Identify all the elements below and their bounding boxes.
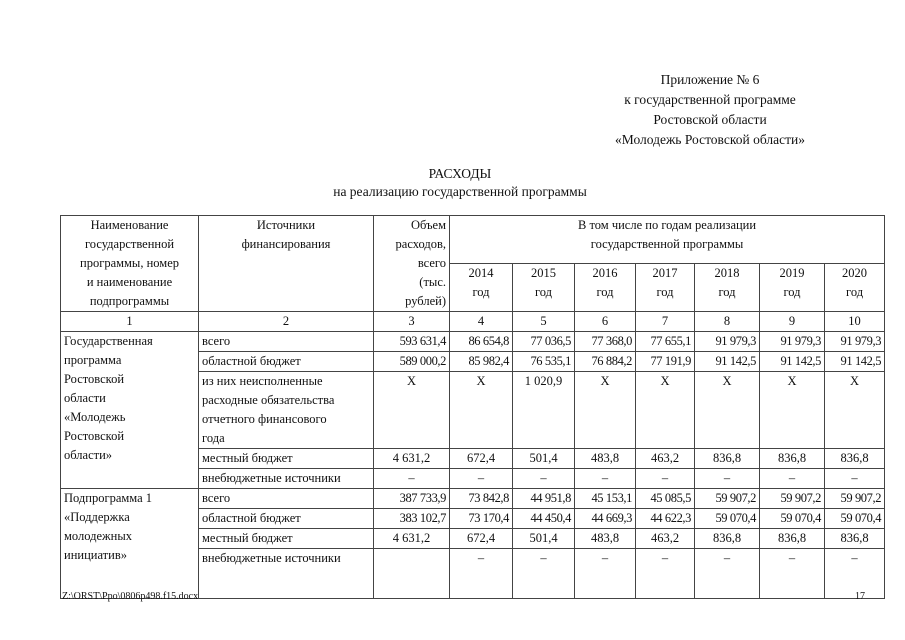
value-cell: 501,4	[513, 529, 575, 549]
value-cell: 91 979,3	[760, 332, 825, 352]
value-cell: –	[450, 549, 513, 599]
value-cell: 91 142,5	[760, 352, 825, 372]
expenses-table	[60, 215, 885, 599]
value-cell: –	[513, 549, 575, 599]
value-cell: –	[513, 469, 575, 489]
source-cell: областной бюджет	[199, 352, 374, 372]
value-cell: 91 142,5	[695, 352, 760, 372]
value-cell: 463,2	[636, 449, 695, 469]
value-cell: –	[695, 469, 760, 489]
value-cell: –	[825, 549, 885, 599]
header-year-2019: 2019 год	[760, 264, 825, 312]
value-cell: 1 020,9	[513, 372, 575, 449]
col-number: 2	[199, 312, 374, 332]
source-cell: внебюджетные источники	[199, 469, 374, 489]
value-cell: 589 000,2	[374, 352, 450, 372]
value-cell: 383 102,7	[374, 509, 450, 529]
subprogram-name-cell: Подпрограмма 1 «Поддержка молодежных инициатив»	[61, 489, 199, 599]
value-cell: 483,8	[575, 449, 636, 469]
value-cell: 59 070,4	[760, 509, 825, 529]
header-year-2017: 2017 год	[636, 264, 695, 312]
value-cell: –	[825, 469, 885, 489]
header-funding-sources: Источники финансирования	[199, 216, 374, 312]
header-row-1	[61, 216, 885, 264]
value-cell: Х	[374, 372, 450, 449]
source-cell: местный бюджет	[199, 449, 374, 469]
value-cell: 59 070,4	[695, 509, 760, 529]
value-cell: –	[374, 469, 450, 489]
value-cell: 44 622,3	[636, 509, 695, 529]
value-cell: 593 631,4	[374, 332, 450, 352]
footer-file-path: Z:\ORST\Ppo\0806p498.f15.docx	[62, 591, 199, 602]
value-cell: –	[636, 469, 695, 489]
header-year-2016: 2016 год	[575, 264, 636, 312]
value-cell: 836,8	[695, 449, 760, 469]
value-cell: –	[575, 549, 636, 599]
value-cell: 86 654,8	[450, 332, 513, 352]
header-program-name: Наименование государственной программы, номер и наименование подпрограммы	[61, 216, 199, 312]
source-cell: всего	[199, 489, 374, 509]
page-number: 17	[855, 591, 865, 602]
header-years-group: В том числе по годам реализации государственной программы	[450, 216, 885, 264]
header-year-2014: 2014 год	[450, 264, 513, 312]
header-year-2015: 2015 год	[513, 264, 575, 312]
col-number: 4	[450, 312, 513, 332]
source-cell: всего	[199, 332, 374, 352]
value-cell: Х	[575, 372, 636, 449]
table-row	[61, 332, 885, 352]
source-cell: внебюджетные источники	[199, 549, 374, 599]
value-cell: 387 733,9	[374, 489, 450, 509]
value-cell: 91 979,3	[695, 332, 760, 352]
value-cell: 59 907,2	[760, 489, 825, 509]
header-year-2020: 2020 год	[825, 264, 885, 312]
header-year-2018: 2018 год	[695, 264, 760, 312]
value-cell: 45 085,5	[636, 489, 695, 509]
table-row	[61, 489, 885, 509]
col-number: 1	[61, 312, 199, 332]
col-number: 8	[695, 312, 760, 332]
value-cell: 77 191,9	[636, 352, 695, 372]
value-cell: 483,8	[575, 529, 636, 549]
value-cell: 59 907,2	[695, 489, 760, 509]
value-cell: 91 142,5	[825, 352, 885, 372]
value-cell: 44 450,4	[513, 509, 575, 529]
value-cell: –	[760, 469, 825, 489]
value-cell: 76 884,2	[575, 352, 636, 372]
value-cell: 836,8	[760, 449, 825, 469]
value-cell: 59 070,4	[825, 509, 885, 529]
appendix-number: Приложение № 6	[660, 72, 760, 87]
value-cell: 85 982,4	[450, 352, 513, 372]
document-heading	[270, 165, 650, 201]
value-cell: Х	[636, 372, 695, 449]
col-number: 5	[513, 312, 575, 332]
program-name-cell: Государственная программа Ростовской области «Молодежь Ростовской области»	[61, 332, 199, 489]
source-cell: областной бюджет	[199, 509, 374, 529]
value-cell: 836,8	[825, 529, 885, 549]
value-cell: 672,4	[450, 449, 513, 469]
value-cell: 836,8	[760, 529, 825, 549]
value-cell: 836,8	[825, 449, 885, 469]
value-cell: 672,4	[450, 529, 513, 549]
value-cell: 91 979,3	[825, 332, 885, 352]
value-cell: 76 535,1	[513, 352, 575, 372]
header-total-volume: Объем расходов, всего (тыс. рублей)	[374, 216, 450, 312]
value-cell: 45 153,1	[575, 489, 636, 509]
col-number: 7	[636, 312, 695, 332]
appendix-line2: к государственной программе	[624, 92, 796, 107]
value-cell: 463,2	[636, 529, 695, 549]
value-cell: 59 907,2	[825, 489, 885, 509]
col-number: 9	[760, 312, 825, 332]
document-title: РАСХОДЫ	[428, 166, 492, 181]
value-cell: –	[575, 469, 636, 489]
value-cell: Х	[825, 372, 885, 449]
col-number: 10	[825, 312, 885, 332]
value-cell: 501,4	[513, 449, 575, 469]
source-cell: из них неисполненные расходные обязательства отчетного финансового года	[199, 372, 374, 449]
value-cell: 836,8	[695, 529, 760, 549]
source-cell: местный бюджет	[199, 529, 374, 549]
value-cell	[374, 549, 450, 599]
value-cell: Х	[450, 372, 513, 449]
appendix-line4: «Молодежь Ростовской области»	[615, 132, 805, 147]
value-cell: 77 036,5	[513, 332, 575, 352]
col-number: 6	[575, 312, 636, 332]
value-cell: 73 842,8	[450, 489, 513, 509]
value-cell: Х	[760, 372, 825, 449]
value-cell: 77 655,1	[636, 332, 695, 352]
value-cell: –	[760, 549, 825, 599]
value-cell: Х	[695, 372, 760, 449]
value-cell: 77 368,0	[575, 332, 636, 352]
value-cell: 4 631,2	[374, 529, 450, 549]
appendix-line3: Ростовской области	[653, 112, 767, 127]
col-number: 3	[374, 312, 450, 332]
value-cell: –	[695, 549, 760, 599]
appendix-note	[560, 70, 860, 150]
document-subtitle: на реализацию государственной программы	[333, 184, 587, 199]
value-cell: 44 669,3	[575, 509, 636, 529]
value-cell: 4 631,2	[374, 449, 450, 469]
value-cell: –	[636, 549, 695, 599]
column-number-row	[61, 312, 885, 332]
value-cell: 44 951,8	[513, 489, 575, 509]
value-cell: 73 170,4	[450, 509, 513, 529]
value-cell: –	[450, 469, 513, 489]
